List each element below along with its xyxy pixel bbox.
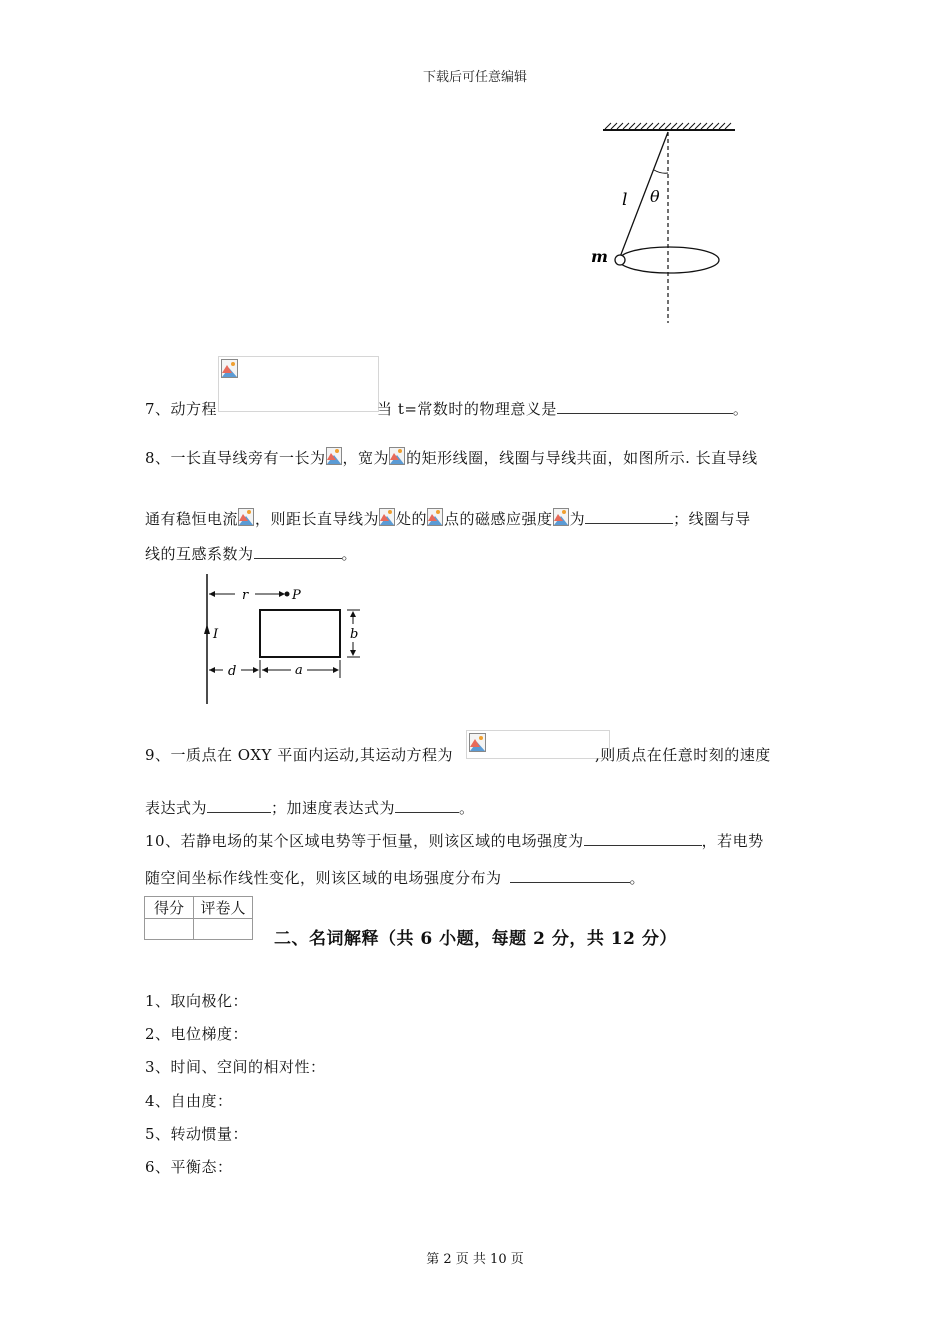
- q8-text-e: ，则距长直导线为: [255, 510, 380, 528]
- q8-text-c: 的矩形线圈，线圈与导线共面，如图所示. 长直导线: [406, 449, 758, 467]
- q7-middle: 当 t=常数时的物理意义是: [377, 400, 557, 418]
- q9-text-a: 9、一质点在 OXY 平面内运动,其运动方程为: [145, 746, 453, 764]
- question-9-line1: [145, 744, 771, 765]
- q9-acceleration-blank[interactable]: [395, 798, 459, 813]
- score-table: [144, 896, 253, 940]
- term-item: 5、转动惯量：: [145, 1125, 249, 1143]
- q8-text-f: 处的: [396, 510, 428, 528]
- image-icon: [427, 508, 444, 527]
- q8-text-j: 线的互感系数为: [145, 545, 254, 563]
- q8-text-k: 。: [341, 545, 358, 563]
- ceiling-hatch: [605, 123, 731, 129]
- conical-pendulum-figure: [585, 118, 745, 333]
- q8-text-g: 点的磁感应强度: [444, 510, 553, 528]
- r-label: r: [242, 588, 249, 603]
- b-label: b: [350, 627, 359, 642]
- q7-suffix: 。: [732, 400, 749, 418]
- current-label: I: [213, 627, 219, 642]
- q8-text-h: 为: [569, 510, 586, 528]
- page-header: 下载后可任意编辑: [422, 70, 527, 85]
- question-10-line2: [145, 867, 645, 888]
- term-item: 3、时间、空间的相对性：: [145, 1058, 326, 1076]
- question-8-line1: [145, 447, 758, 468]
- term-item: 4、自由度：: [145, 1092, 233, 1110]
- q7-prefix: 7、动方程: [145, 400, 218, 418]
- question-8-line3: [145, 543, 357, 564]
- wire-loop-figure: [195, 572, 375, 707]
- question-9-line2: [145, 797, 475, 818]
- image-icon: [389, 447, 406, 466]
- broken-image-icon: [221, 359, 239, 379]
- question-10-line1: [145, 830, 764, 851]
- q8-text-a: 8、一长直导线旁有一长为: [145, 449, 326, 467]
- term-item: 6、平衡态：: [145, 1158, 233, 1176]
- q8-b-answer-blank[interactable]: [585, 509, 673, 524]
- q10-text-b: ，若电势: [701, 832, 764, 850]
- question-8-line2: [145, 508, 751, 529]
- image-icon: [379, 508, 396, 527]
- q8-mutual-inductance-blank[interactable]: [254, 544, 342, 559]
- q10-text-a: 10、若静电场的某个区域电势等于恒量，则该区域的电场强度为: [145, 832, 584, 850]
- q9-text-d: ；加速度表达式为: [271, 799, 396, 817]
- q10-text-c: 随空间坐标作线性变化，则该区域的电场强度分布为: [145, 869, 502, 887]
- q9-velocity-blank[interactable]: [207, 798, 271, 813]
- q8-text-b: ，宽为: [342, 449, 390, 467]
- q9-text-c: 表达式为: [145, 799, 208, 817]
- q7-answer-blank[interactable]: [557, 399, 733, 414]
- q10-field-blank[interactable]: [584, 831, 702, 846]
- length-label: l: [622, 190, 628, 210]
- image-icon: [238, 508, 255, 527]
- term-item: 1、取向极化：: [145, 992, 249, 1010]
- theta-label: θ: [650, 187, 660, 206]
- a-label: a: [295, 663, 303, 678]
- grader-cell[interactable]: [194, 919, 253, 940]
- q9-text-e: 。: [459, 799, 475, 817]
- d-label: d: [228, 664, 237, 679]
- q8-text-i: ；线圈与导: [673, 510, 751, 528]
- p-label: P: [292, 588, 301, 603]
- q10-distribution-blank[interactable]: [510, 868, 630, 883]
- grader-header: 评卷人: [194, 897, 253, 919]
- score-header: 得分: [145, 897, 194, 919]
- image-icon: [326, 447, 343, 466]
- image-icon: [553, 508, 570, 527]
- q9-text-b: ,则质点在任意时刻的速度: [594, 746, 771, 764]
- score-cell[interactable]: [145, 919, 194, 940]
- section-title: 二、名词解释（共 6 小题，每题 2 分，共 12 分）: [274, 929, 677, 949]
- page-footer: 第 2 页 共 10 页: [426, 1252, 524, 1267]
- q10-text-d: 。: [629, 869, 646, 887]
- q8-text-d: 通有稳恒电流: [145, 510, 239, 528]
- question-7: [145, 398, 748, 419]
- mass-label: m: [591, 247, 608, 266]
- term-item: 2、电位梯度：: [145, 1025, 249, 1043]
